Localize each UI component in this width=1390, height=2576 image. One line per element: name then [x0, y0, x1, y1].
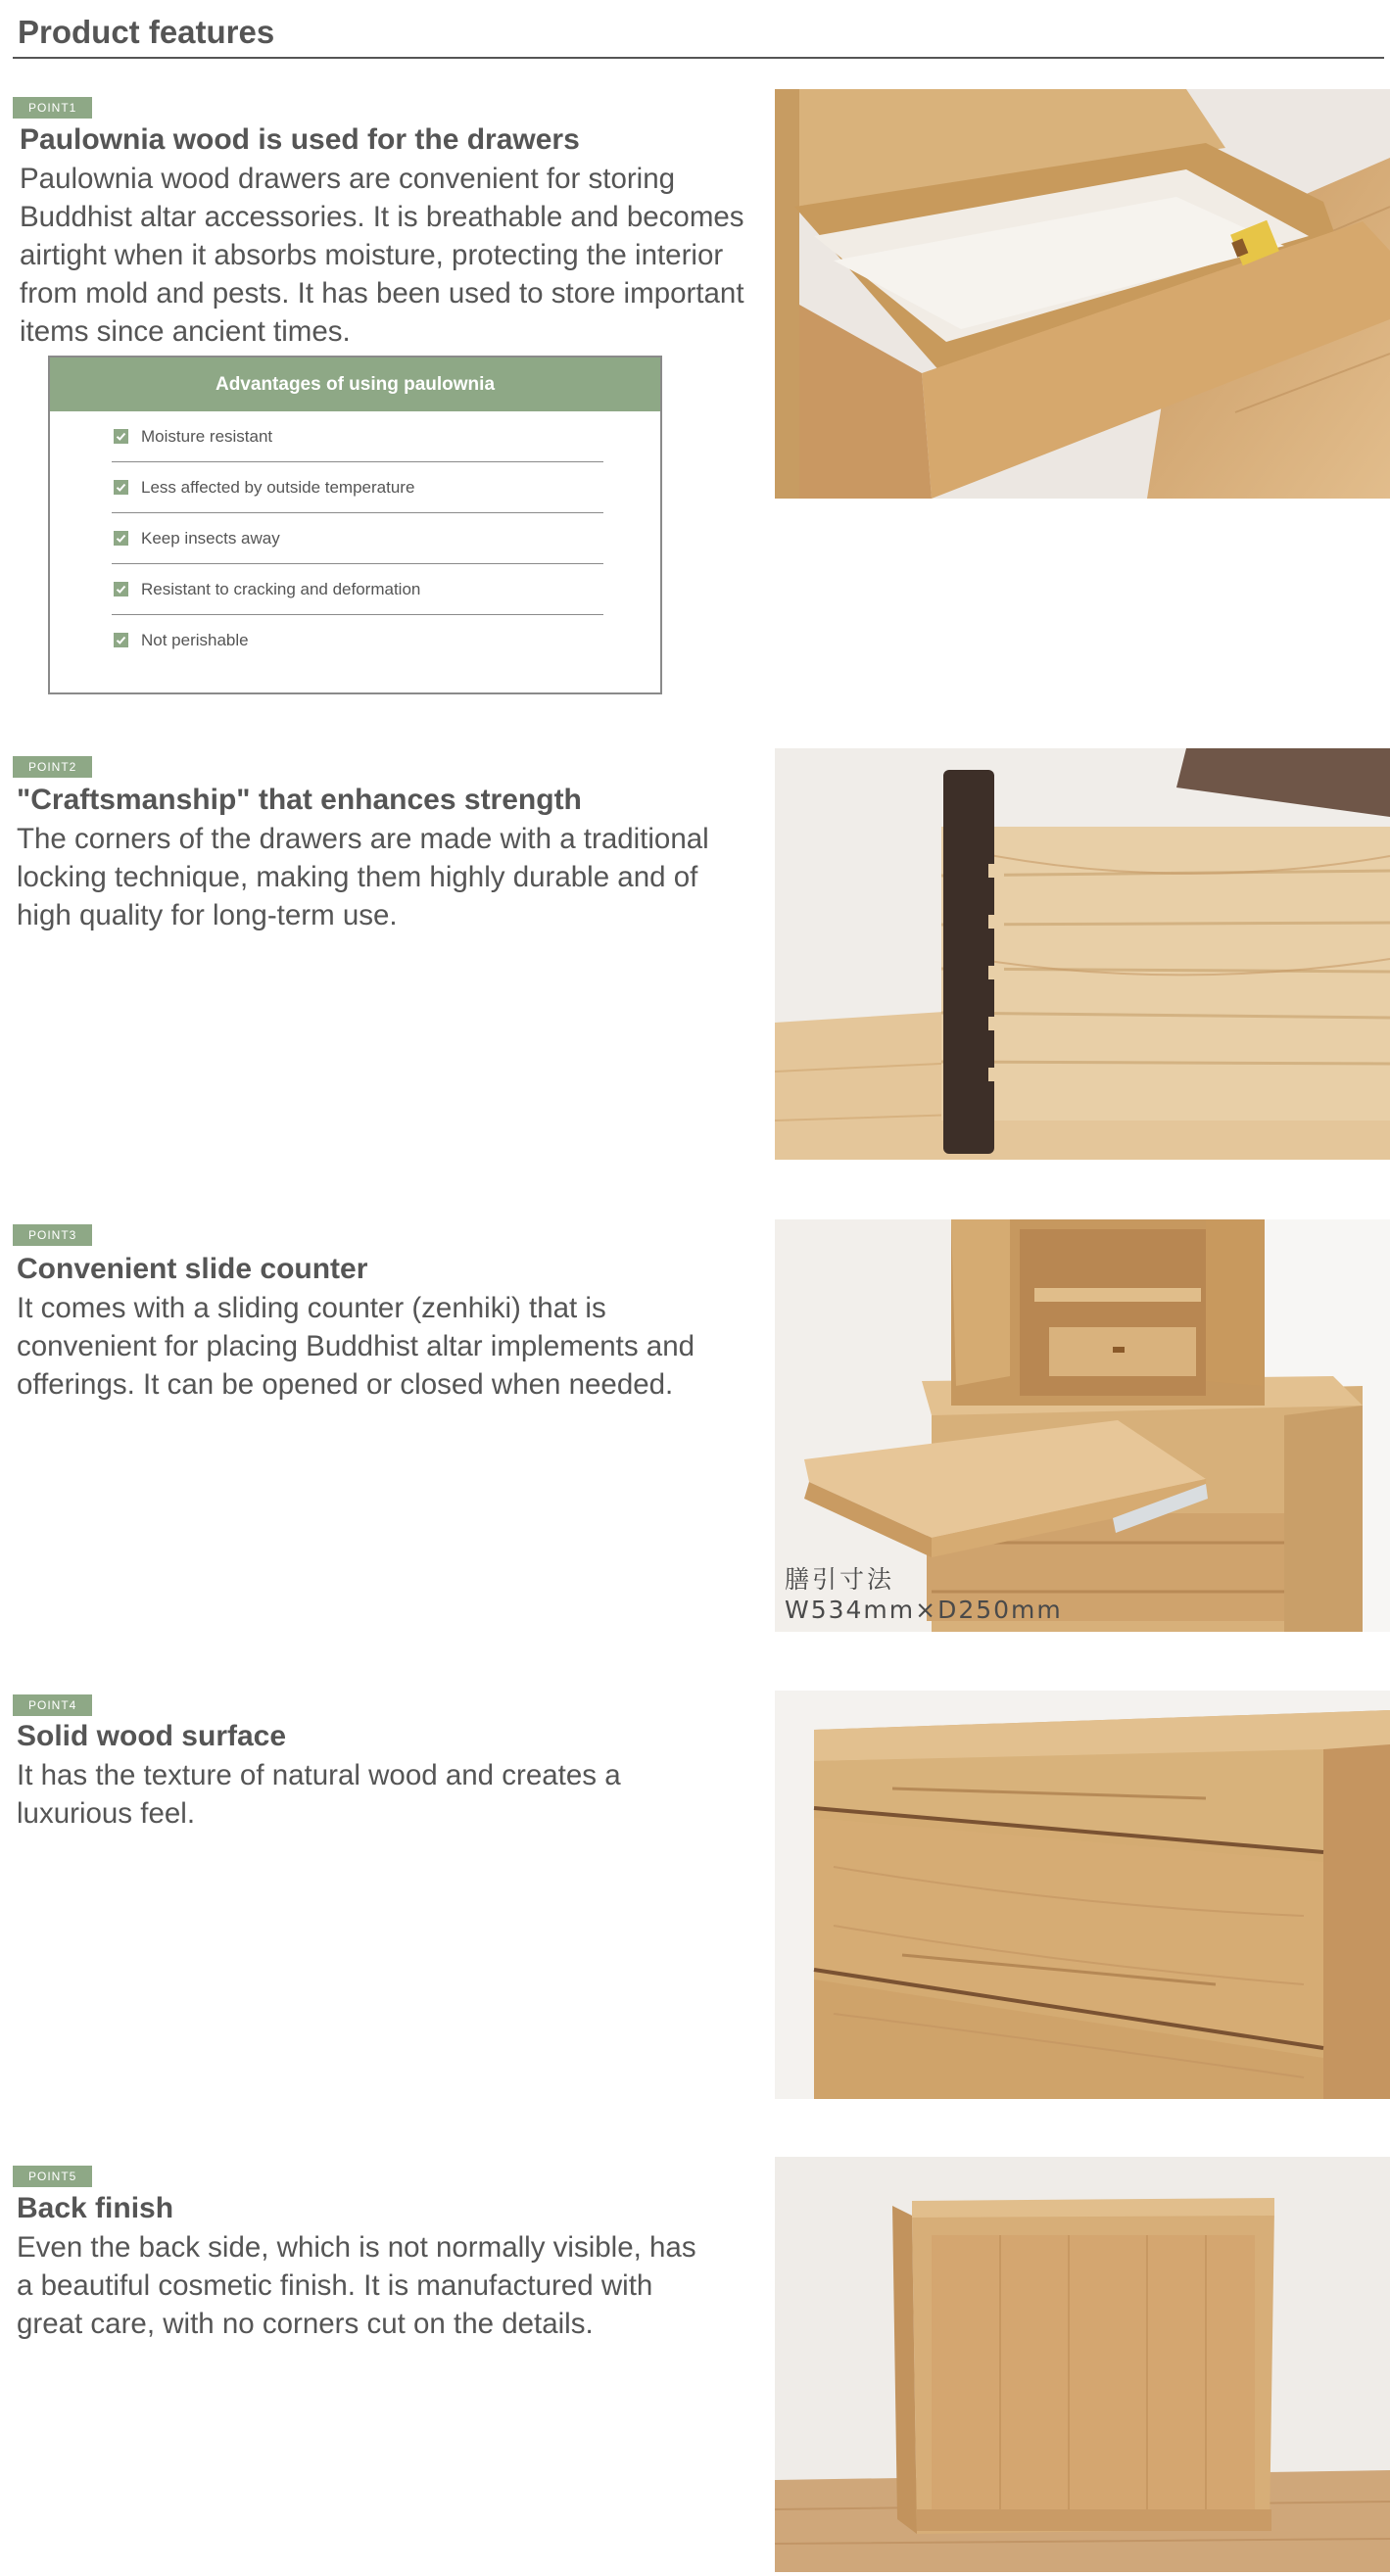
- title-divider: [13, 57, 1384, 59]
- point-heading: Back finish: [17, 2192, 174, 2224]
- advantage-label: Resistant to cracking and deformation: [141, 579, 421, 598]
- point-tag: POINT2: [13, 756, 92, 778]
- text-line: a beautiful cosmetic finish. It is manufactured with: [17, 2269, 653, 2302]
- advantage-label: Less affected by outside temperature: [141, 477, 415, 497]
- slide-counter-photo: [775, 1219, 1390, 1632]
- checkbox-checked-icon: [114, 582, 128, 596]
- point-description: [17, 1289, 695, 1404]
- advantages-list: [112, 411, 603, 665]
- advantage-item: [112, 615, 603, 665]
- text-line: Even the back side, which is not normally visible, has: [17, 2231, 696, 2264]
- photo-caption: 膳引寸法: [785, 1565, 895, 1594]
- point-description: [17, 1756, 621, 1833]
- advantage-item: [112, 462, 603, 513]
- text-line: high quality for long-term use.: [17, 899, 398, 931]
- advantage-label: Not perishable: [141, 630, 249, 649]
- text-line: from mold and pests. It has been used to store important: [20, 277, 744, 310]
- paulownia-drawer-photo: [775, 89, 1390, 499]
- advantage-item: [112, 564, 603, 615]
- advantage-label: Moisture resistant: [141, 426, 273, 446]
- photo-caption: W534mm×D250mm: [785, 1596, 1063, 1624]
- point-heading: Paulownia wood is used for the drawers: [20, 123, 580, 156]
- text-line: It has the texture of natural wood and creates a: [17, 1759, 621, 1791]
- checkbox-checked-icon: [114, 480, 128, 495]
- point-tag: POINT5: [13, 2166, 92, 2187]
- point-tag: POINT3: [13, 1224, 92, 1246]
- back-finish-photo: [775, 2157, 1390, 2572]
- point-description: [17, 820, 709, 934]
- advantage-item: [112, 513, 603, 564]
- point-description: [20, 160, 744, 351]
- text-line: Buddhist altar accessories. It is breathable and becomes: [20, 201, 744, 233]
- text-line: great care, with no corners cut on the details.: [17, 2308, 594, 2340]
- text-line: items since ancient times.: [20, 315, 351, 348]
- text-line: airtight when it absorbs moisture, protecting the interior: [20, 239, 724, 271]
- text-line: luxurious feel.: [17, 1797, 196, 1830]
- page-title: Product features: [18, 14, 275, 50]
- point-heading: Convenient slide counter: [17, 1253, 368, 1285]
- drawer-joint-photo: [775, 748, 1390, 1160]
- text-line: convenient for placing Buddhist altar implements and: [17, 1330, 695, 1362]
- point-tag: POINT1: [13, 97, 92, 119]
- advantage-item: [112, 411, 603, 462]
- point-heading: Solid wood surface: [17, 1720, 287, 1752]
- text-line: offerings. It can be opened or closed when needed.: [17, 1368, 674, 1401]
- text-line: Paulownia wood drawers are convenient for storing: [20, 163, 676, 195]
- text-line: locking technique, making them highly durable and of: [17, 861, 698, 893]
- checkbox-checked-icon: [114, 429, 128, 444]
- solid-wood-photo: [775, 1691, 1390, 2099]
- text-line: The corners of the drawers are made with a traditional: [17, 823, 709, 855]
- point-description: [17, 2228, 696, 2343]
- checkbox-checked-icon: [114, 531, 128, 546]
- advantages-title: Advantages of using paulownia: [50, 358, 660, 411]
- checkbox-checked-icon: [114, 633, 128, 647]
- text-line: It comes with a sliding counter (zenhiki) that is: [17, 1292, 606, 1324]
- advantage-label: Keep insects away: [141, 528, 280, 548]
- point-tag: POINT4: [13, 1694, 92, 1716]
- advantages-box: [48, 356, 662, 694]
- point-heading: "Craftsmanship" that enhances strength: [17, 784, 582, 816]
